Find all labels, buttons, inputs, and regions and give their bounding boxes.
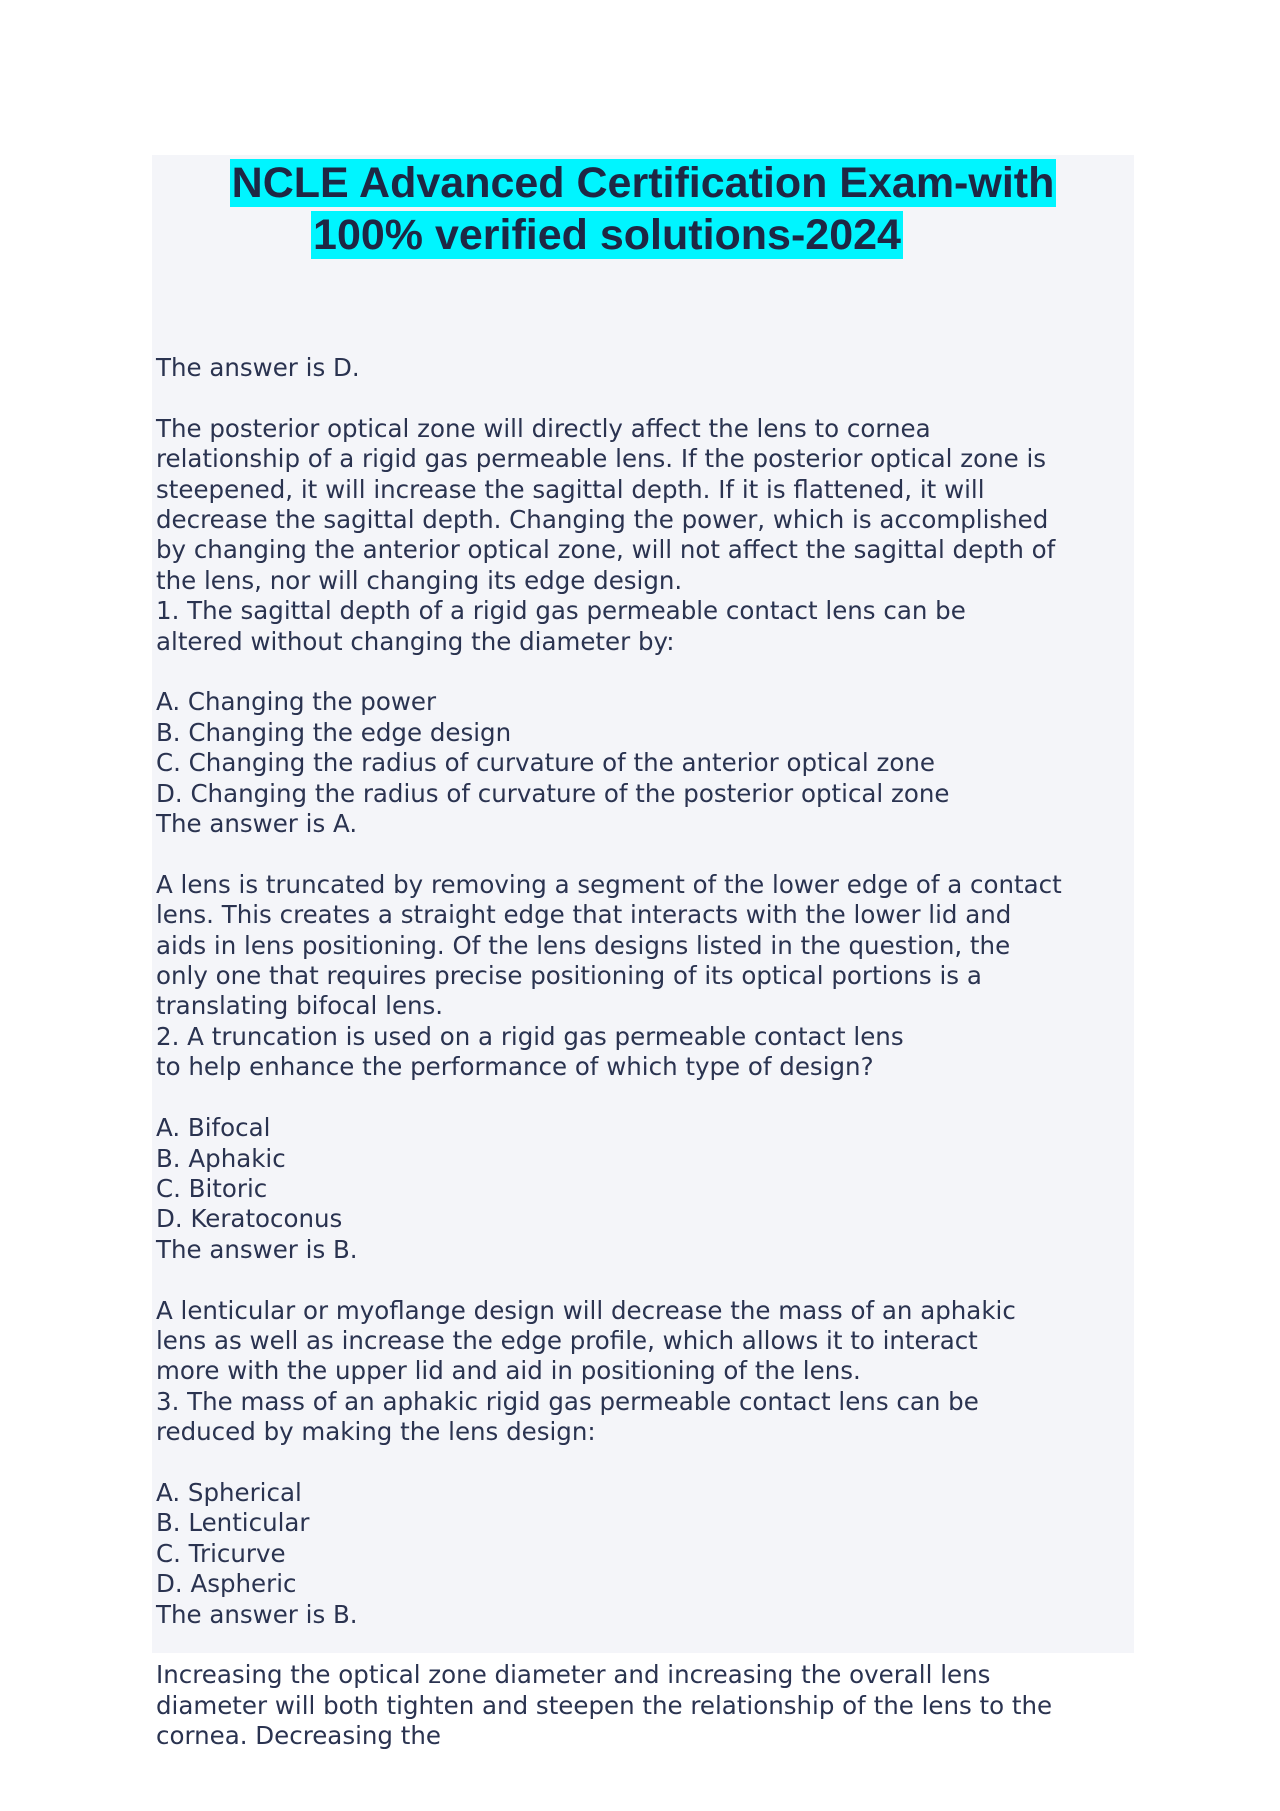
explanation-line: more with the upper lid and aid in positioning of the lens.: [156, 1356, 861, 1386]
option-d: D. Keratoconus: [156, 1204, 343, 1234]
explanation-line: decrease the sagittal depth. Changing the power, which is accomplished: [156, 505, 1049, 535]
question-line: altered without changing the diameter by:: [156, 626, 675, 656]
document-body: [156, 353, 1136, 1752]
option-b: B. Aphakic: [156, 1143, 286, 1173]
explanation-line: aids in lens positioning. Of the lens designs listed in the question, the: [156, 930, 1011, 960]
explanation-line: A lenticular or myoflange design will decrease the mass of an aphakic: [156, 1295, 1016, 1325]
option-a: A. Spherical: [156, 1477, 302, 1507]
answer-line: The answer is B.: [156, 1234, 358, 1264]
document-title: [152, 157, 1134, 261]
option-d: D. Aspheric: [156, 1569, 297, 1599]
explanation-line: diameter will both tighten and steepen the relationship of the lens to the: [156, 1690, 1053, 1720]
question-line: reduced by making the lens design:: [156, 1417, 596, 1447]
option-c: C. Changing the radius of curvature of the anterior optical zone: [156, 748, 935, 778]
answer-line: The answer is D.: [156, 353, 360, 382]
question-line: 2. A truncation is used on a rigid gas permeable contact lens: [156, 1021, 904, 1051]
question-line: 3. The mass of an aphakic rigid gas permeable contact lens can be: [156, 1386, 979, 1416]
explanation-line: by changing the anterior optical zone, will not affect the sagittal depth of: [156, 535, 1056, 565]
option-b: B. Changing the edge design: [156, 717, 512, 747]
question-line: 1. The sagittal depth of a rigid gas permeable contact lens can be: [156, 596, 966, 626]
answer-line: The answer is B.: [156, 1599, 358, 1629]
option-a: A. Bifocal: [156, 1113, 271, 1143]
explanation-line: the lens, nor will changing its edge design.: [156, 565, 683, 595]
explanation-line: cornea. Decreasing the: [156, 1721, 441, 1751]
question-line: to help enhance the performance of which type of design?: [156, 1052, 874, 1082]
explanation-line: lens as well as increase the edge profile, which allows it to interact: [156, 1325, 978, 1355]
answer-line: The answer is A.: [156, 809, 358, 839]
option-c: C. Bitoric: [156, 1173, 268, 1203]
explanation-line: only one that requires precise positioning of its optical portions is a: [156, 961, 982, 991]
explanation-line: The posterior optical zone will directly affect the lens to cornea: [156, 413, 931, 443]
explanation-line: A lens is truncated by removing a segment of the lower edge of a contact: [156, 869, 1062, 899]
explanation-line: translating bifocal lens.: [156, 991, 444, 1021]
option-c: C. Tricurve: [156, 1538, 286, 1568]
option-b: B. Lenticular: [156, 1508, 310, 1538]
title-line-1: NCLE Advanced Certification Exam-with: [231, 159, 1055, 207]
explanation-line: Increasing the optical zone diameter and increasing the overall lens: [156, 1660, 991, 1690]
title-line-2: 100% verified solutions-2024: [313, 211, 901, 259]
explanation-line: lens. This creates a straight edge that interacts with the lower lid and: [156, 900, 1012, 930]
option-a: A. Changing the power: [156, 687, 437, 717]
explanation-line: steepened, it will increase the sagittal depth. If it is flattened, it will: [156, 474, 985, 504]
option-d: D. Changing the radius of curvature of the posterior optical zone: [156, 778, 950, 808]
explanation-line: relationship of a rigid gas permeable lens. If the posterior optical zone is: [156, 444, 1047, 474]
